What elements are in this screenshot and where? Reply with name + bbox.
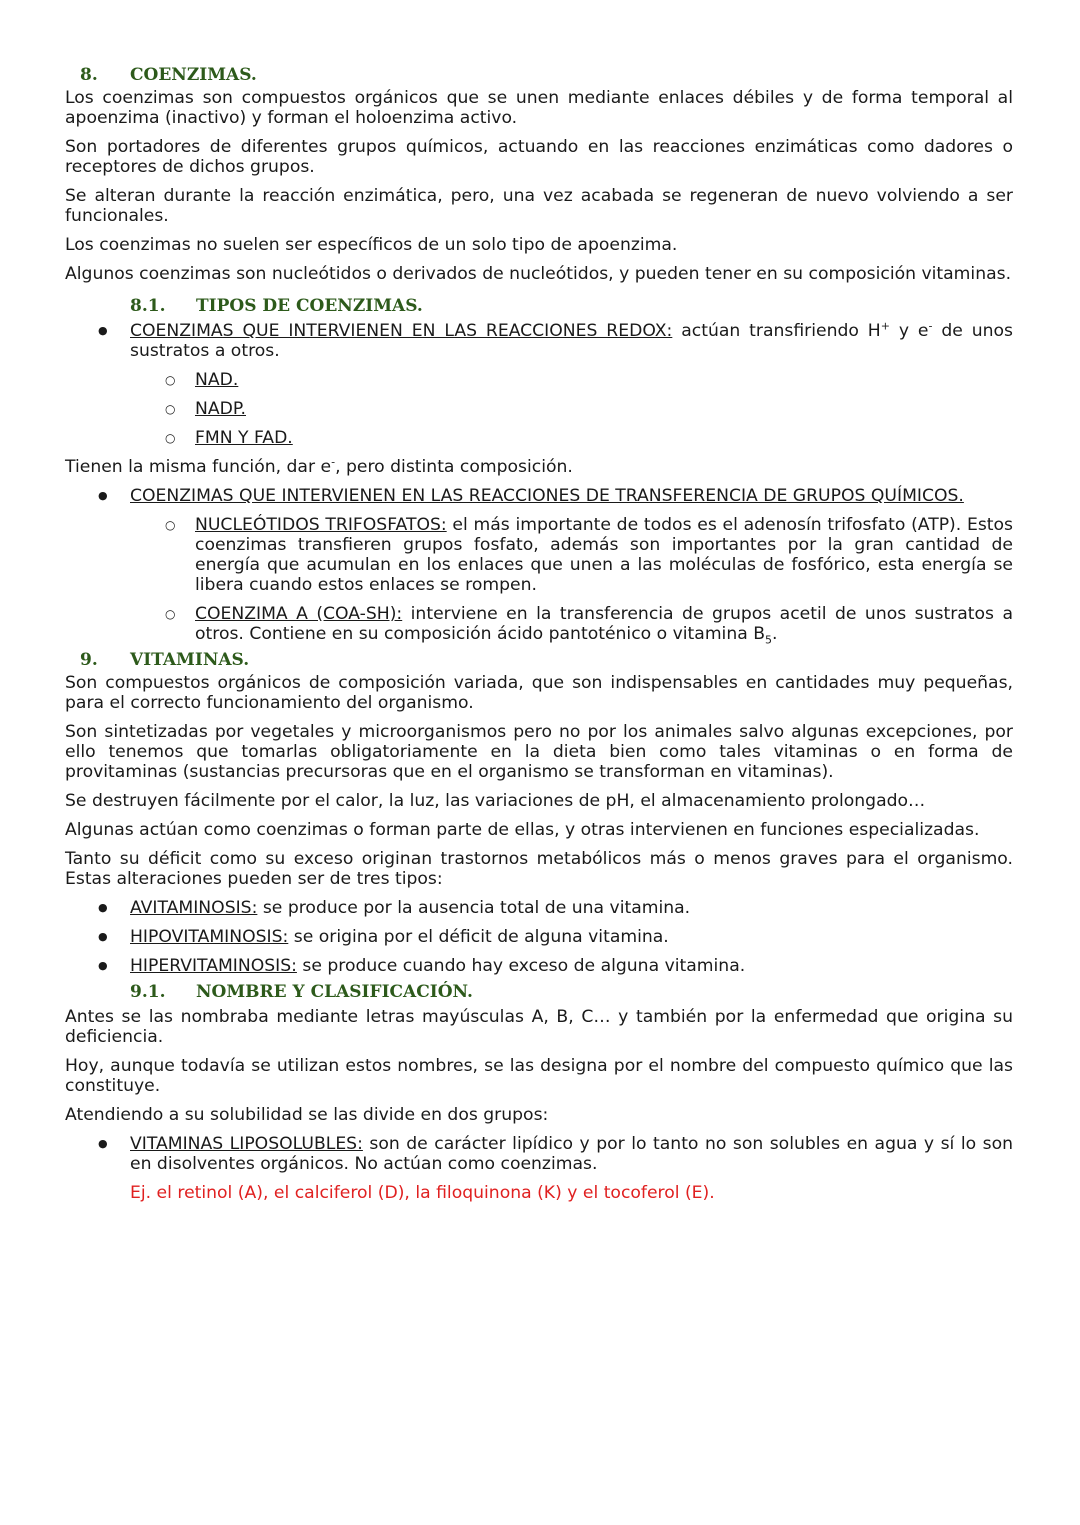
bullet-item bbox=[65, 956, 1013, 976]
sub-bullet-label: COENZIMA A (COA-SH): bbox=[195, 604, 403, 624]
subsection-title: NOMBRE Y CLASIFICACIÓN. bbox=[196, 982, 473, 1002]
subsection-number: 8.1. bbox=[130, 296, 166, 316]
section-9-heading bbox=[65, 647, 1013, 673]
sub-bullet-item bbox=[65, 515, 1013, 595]
paragraph bbox=[65, 457, 1013, 477]
bullet-text: se produce por la ausencia total de una vitamina. bbox=[257, 898, 691, 918]
sub-bullet-text: . bbox=[772, 624, 778, 644]
bullet-item bbox=[65, 927, 1013, 947]
section-8-heading bbox=[65, 62, 1013, 88]
bullet-label: AVITAMINOSIS: bbox=[130, 898, 258, 918]
superscript: - bbox=[928, 319, 933, 333]
sub-bullet-item bbox=[65, 399, 1013, 419]
bullet-label: HIPERVITAMINOSIS: bbox=[130, 956, 297, 976]
paragraph: Los coenzimas no suelen ser específicos de un solo tipo de apoenzima. bbox=[65, 235, 678, 255]
paragraph: Antes se las nombraba mediante letras mayúsculas A, B, C… y también por la enfermedad que origina su deficiencia. bbox=[65, 1007, 1013, 1047]
bullet-text: son de carácter lipídico y por lo tanto no son solubles en agua y sí lo son en disolventes orgánicos. No actúan como coenzimas. bbox=[130, 1134, 1013, 1174]
sub-bullet-item bbox=[65, 604, 1013, 647]
document-page bbox=[65, 62, 1013, 1203]
bullet-label: VITAMINAS LIPOSOLUBLES: bbox=[130, 1134, 363, 1154]
subsection-title: TIPOS DE COENZIMAS. bbox=[196, 296, 423, 316]
bullet-item bbox=[65, 1134, 1013, 1174]
paragraph: Hoy, aunque todavía se utilizan estos nombres, se las designa por el nombre del compuesto químico que las constituye. bbox=[65, 1056, 1013, 1096]
paragraph: Son compuestos orgánicos de composición variada, que son indispensables en cantidades muy pequeñas, para el correcto funcionamiento del organismo. bbox=[65, 673, 1013, 713]
paragraph: Se alteran durante la reacción enzimática, pero, una vez acabada se regeneran de nuevo volviendo a ser funcionales. bbox=[65, 186, 1013, 226]
paragraph: Son portadores de diferentes grupos químicos, actuando en las reacciones enzimáticas como dadores o receptores de dichos grupos. bbox=[65, 137, 1013, 177]
bullet-item bbox=[65, 898, 1013, 918]
paragraph-text: , pero distinta composición. bbox=[335, 457, 573, 477]
bullet-label: HIPOVITAMINOSIS: bbox=[130, 927, 289, 947]
section-8-1-heading bbox=[65, 293, 1013, 319]
sub-bullet-item bbox=[65, 428, 1013, 448]
superscript: + bbox=[880, 319, 890, 333]
sub-bullet-label: NAD. bbox=[195, 370, 239, 390]
section-number: 9. bbox=[80, 650, 98, 670]
paragraph: Atendiendo a su solubilidad se las divide en dos grupos: bbox=[65, 1105, 549, 1125]
paragraph: Tanto su déficit como su exceso originan trastornos metabólicos más o menos graves para el organismo. Estas alteraciones pueden ser de tres tipos: bbox=[65, 849, 1013, 889]
bullet-label: COENZIMAS QUE INTERVIENEN EN LAS REACCIONES DE TRANSFERENCIA DE GRUPOS QUÍMICOS. bbox=[130, 486, 964, 506]
bullet-text: se origina por el déficit de alguna vitamina. bbox=[288, 927, 669, 947]
paragraph-text: Tienen la misma función, dar e bbox=[65, 457, 332, 477]
bullet-text: actúan transfiriendo H bbox=[672, 321, 881, 341]
paragraph: Algunas actúan como coenzimas o forman parte de ellas, y otras intervienen en funciones especializadas. bbox=[65, 820, 980, 840]
superscript: - bbox=[331, 455, 336, 469]
section-title: COENZIMAS. bbox=[130, 65, 257, 85]
paragraph: Se destruyen fácilmente por el calor, la luz, las variaciones de pH, el almacenamiento prolongado… bbox=[65, 791, 926, 811]
paragraph: Algunos coenzimas son nucleótidos o derivados de nucleótidos, y pueden tener en su composición vitaminas. bbox=[65, 264, 1012, 284]
sub-bullet-text: interviene en la transferencia de grupos acetil de unos sustratos a otros. Contiene en su composición ácido pantoténico o vitamina B bbox=[195, 604, 1013, 644]
sub-bullet-text: el más importante de todos es el adenosín trifosfato (ATP). Estos coenzimas transfieren grupos fosfato, además son importantes por la gran cantidad de energía que acumulan en los enlaces que unen a las moléculas de fosfórico, esta energía se libera cuando estos enlaces se rompen. bbox=[195, 515, 1013, 595]
bullet-item bbox=[65, 486, 1013, 506]
sub-bullet-label: NADP. bbox=[195, 399, 246, 419]
bullet-text: de unos sustratos a otros. bbox=[130, 321, 1013, 361]
example-text: Ej. el retinol (A), el calciferol (D), la filoquinona (K) y el tocoferol (E). bbox=[130, 1183, 715, 1203]
sub-bullet-label: FMN Y FAD. bbox=[195, 428, 293, 448]
bullet-item bbox=[65, 321, 1013, 361]
paragraph: Son sintetizadas por vegetales y microorganismos pero no por los animales salvo algunas excepciones, por ello tenemos que tomarlas obligatoriamente en la dieta bien como tales vitaminas o en forma de provitaminas (sustancias precursoras que en el organismo se transforman en vitaminas). bbox=[65, 722, 1013, 782]
section-9-1-heading bbox=[65, 979, 1013, 1005]
sub-bullet-label: NUCLEÓTIDOS TRIFOSFATOS: bbox=[195, 515, 447, 535]
sub-bullet-item bbox=[65, 370, 1013, 390]
subscript: 5 bbox=[765, 633, 773, 647]
bullet-label: COENZIMAS QUE INTERVIENEN EN LAS REACCIONES REDOX: bbox=[130, 321, 673, 341]
section-number: 8. bbox=[80, 65, 98, 85]
subsection-number: 9.1. bbox=[130, 982, 166, 1002]
bullet-text: y e bbox=[889, 321, 929, 341]
bullet-text: se produce cuando hay exceso de alguna vitamina. bbox=[296, 956, 746, 976]
paragraph: Los coenzimas son compuestos orgánicos que se unen mediante enlaces débiles y de forma temporal al apoenzima (inactivo) y forman el holoenzima activo. bbox=[65, 88, 1013, 128]
section-title: VITAMINAS. bbox=[130, 650, 250, 670]
